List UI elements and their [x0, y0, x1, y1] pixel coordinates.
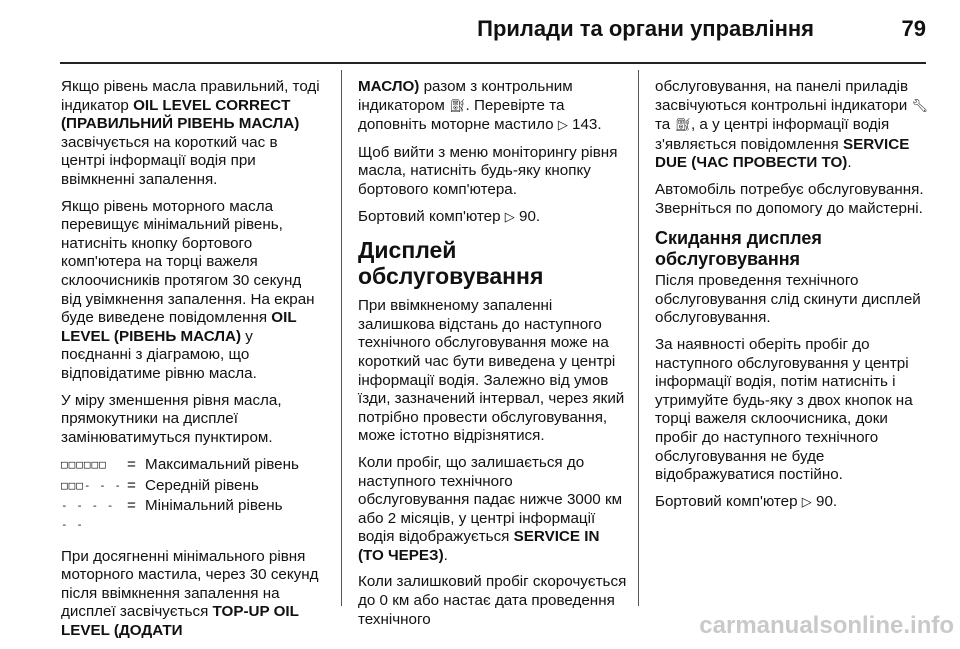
level-label: Максимальний рівень [145, 456, 299, 474]
column-divider-2 [638, 70, 639, 606]
level-label: Мінімальний рівень [145, 497, 283, 515]
oil-level-message: OIL LEVEL (РІВЕНЬ МАСЛА) [61, 309, 297, 345]
arrow-icon: ▷ [557, 118, 568, 134]
section-title-service-display: Дисплей обслуговування [358, 237, 544, 290]
paragraph-service-info: При ввімкненому запаленні залишкова відстань до наступного технічного обслуговування може на короткий час бути виведена у центрі інформації водія. Залежно від умов їзди, зазначений інтервал, через який потрібно провести обслуговування, може істотно відрізнятися. [358, 297, 625, 445]
oil-can-icon: ⛽︎ [674, 118, 691, 134]
oil-level-correct-message: OIL LEVEL CORRECT (ПРАВИЛЬНИЙ РІВЕНЬ МАСЛА) [61, 96, 300, 133]
paragraph-oil-minimum: При досягненні мінімального рівня моторного мастила, через 30 секунд після ввімкнення запалення на дисплеї засвічується TOP-UP OIL LEVEL (ДОДАТИ [61, 547, 319, 640]
paragraph-reset-steps: За наявності оберіть пробіг до наступного обслуговування у центрі інформації водія, потім натисніть і утримуйте будь-яку з двох кнопок на торці важеля склоочисника, доки пробіг до наступного технічного обслуговування не буде відображуватися постійно. [655, 335, 913, 484]
page-reference-link[interactable]: 143. [567, 116, 602, 134]
page-reference-link[interactable]: 90. [514, 207, 541, 225]
header-divider [60, 62, 926, 64]
section-title-reset-service: Скидання дисплея обслуговування [655, 228, 822, 270]
paragraph-service-zero: Коли залишковий пробіг скорочується до 0 км або настає дата проведення технічного [358, 573, 627, 628]
arrow-icon: ▷ [504, 209, 515, 225]
paragraph-trip-computer-ref: Бортовий комп'ютер ▷ 90. [358, 207, 541, 225]
wrench-icon: 🔧︎ [911, 98, 928, 114]
oil-level-table [61, 455, 299, 535]
level-label: Середній рівень [145, 476, 259, 494]
column-3 [655, 78, 930, 520]
paragraph-trip-computer-ref: Бортовий комп'ютер ▷ 90. [655, 492, 838, 510]
column-1 [61, 78, 323, 649]
page-header [60, 14, 926, 54]
paragraph-reset-intro: Після проведення технічного обслуговування слід скинути дисплей обслуговування. [655, 272, 921, 327]
level-symbol: □□□□□□ [61, 458, 107, 472]
level-symbol: □□□- - - [61, 478, 122, 492]
paragraph-oil-decrease: У міру зменшення рівня масла, прямокутники на дисплеї замінюватимуться пунктиром. [61, 391, 282, 446]
service-due-message: SERVICE DUE (ЧАС ПРОВЕСТИ ТО) [655, 135, 910, 172]
column-divider-1 [341, 70, 342, 606]
paragraph-oil-topup: МАСЛО) разом з контрольним індикатором ⛽︎. Перевірте та доповніть моторне мастило ▷ 143. [358, 78, 602, 134]
page-reference-link[interactable]: 90. [811, 492, 838, 510]
oil-can-icon: ⛽︎ [448, 98, 466, 114]
page-number: 79 [901, 16, 926, 41]
column-2 [358, 78, 628, 637]
arrow-icon: ▷ [801, 494, 812, 510]
table-row: □□□- - - = Середній рівень [61, 476, 299, 497]
table-row: □□□□□□ = Максимальний рівень [61, 455, 299, 476]
paragraph-service-due: обслуговування, на панелі приладів засвічуються контрольні індикатори 🔧︎ та ⛽︎, а у центрі інформації водія з'являється повідомлення SERVICE DUE (ЧАС ПРОВЕСТИ ТО). [655, 78, 928, 172]
page-title: Прилади та органи управління [477, 16, 814, 41]
level-symbol: - - - - - - [61, 499, 115, 532]
watermark: carmanualsonline.info [699, 612, 954, 639]
top-up-oil-message: TOP-UP OIL LEVEL (ДОДАТИ [61, 603, 299, 640]
paragraph-exit-menu: Щоб вийти з меню моніторингу рівня масла, натисніть будь-яку кнопку бортового комп'ютера. [358, 143, 618, 198]
paragraph-oil-correct: Якщо рівень масла правильний, тоді індикатор OIL LEVEL CORRECT (ПРАВИЛЬНИЙ РІВЕНЬ МАСЛА) засвічується на короткий час в центрі інформації водія при ввімкненні запалення. [61, 78, 320, 188]
table-row: - - - - - - = Мінімальний рівень [61, 496, 299, 535]
paragraph-oil-check: Якщо рівень моторного масла перевищує мінімальний рівень, натисніть кнопку бортового комп'ютера на торці важеля склоочисників протягом 30 секунд від увімкнення запалення. На екран буде виведене повідомлення OIL LEVEL (РІВЕНЬ МАСЛА) у поєднанні з діаграмою, що відповідатиме рівню масла. [61, 197, 315, 382]
paragraph-service-in: Коли пробіг, що залишається до наступного технічного обслуговування падає нижче 3000 км або 2 місяців, у центрі інформації водія відображується SERVICE IN (ТО ЧЕРЕЗ). [358, 453, 623, 564]
service-in-message: SERVICE IN (ТО ЧЕРЕЗ) [358, 528, 600, 564]
paragraph-needs-service: Автомобіль потребує обслуговування. Зверніться по допомогу до майстерні. [655, 180, 924, 217]
